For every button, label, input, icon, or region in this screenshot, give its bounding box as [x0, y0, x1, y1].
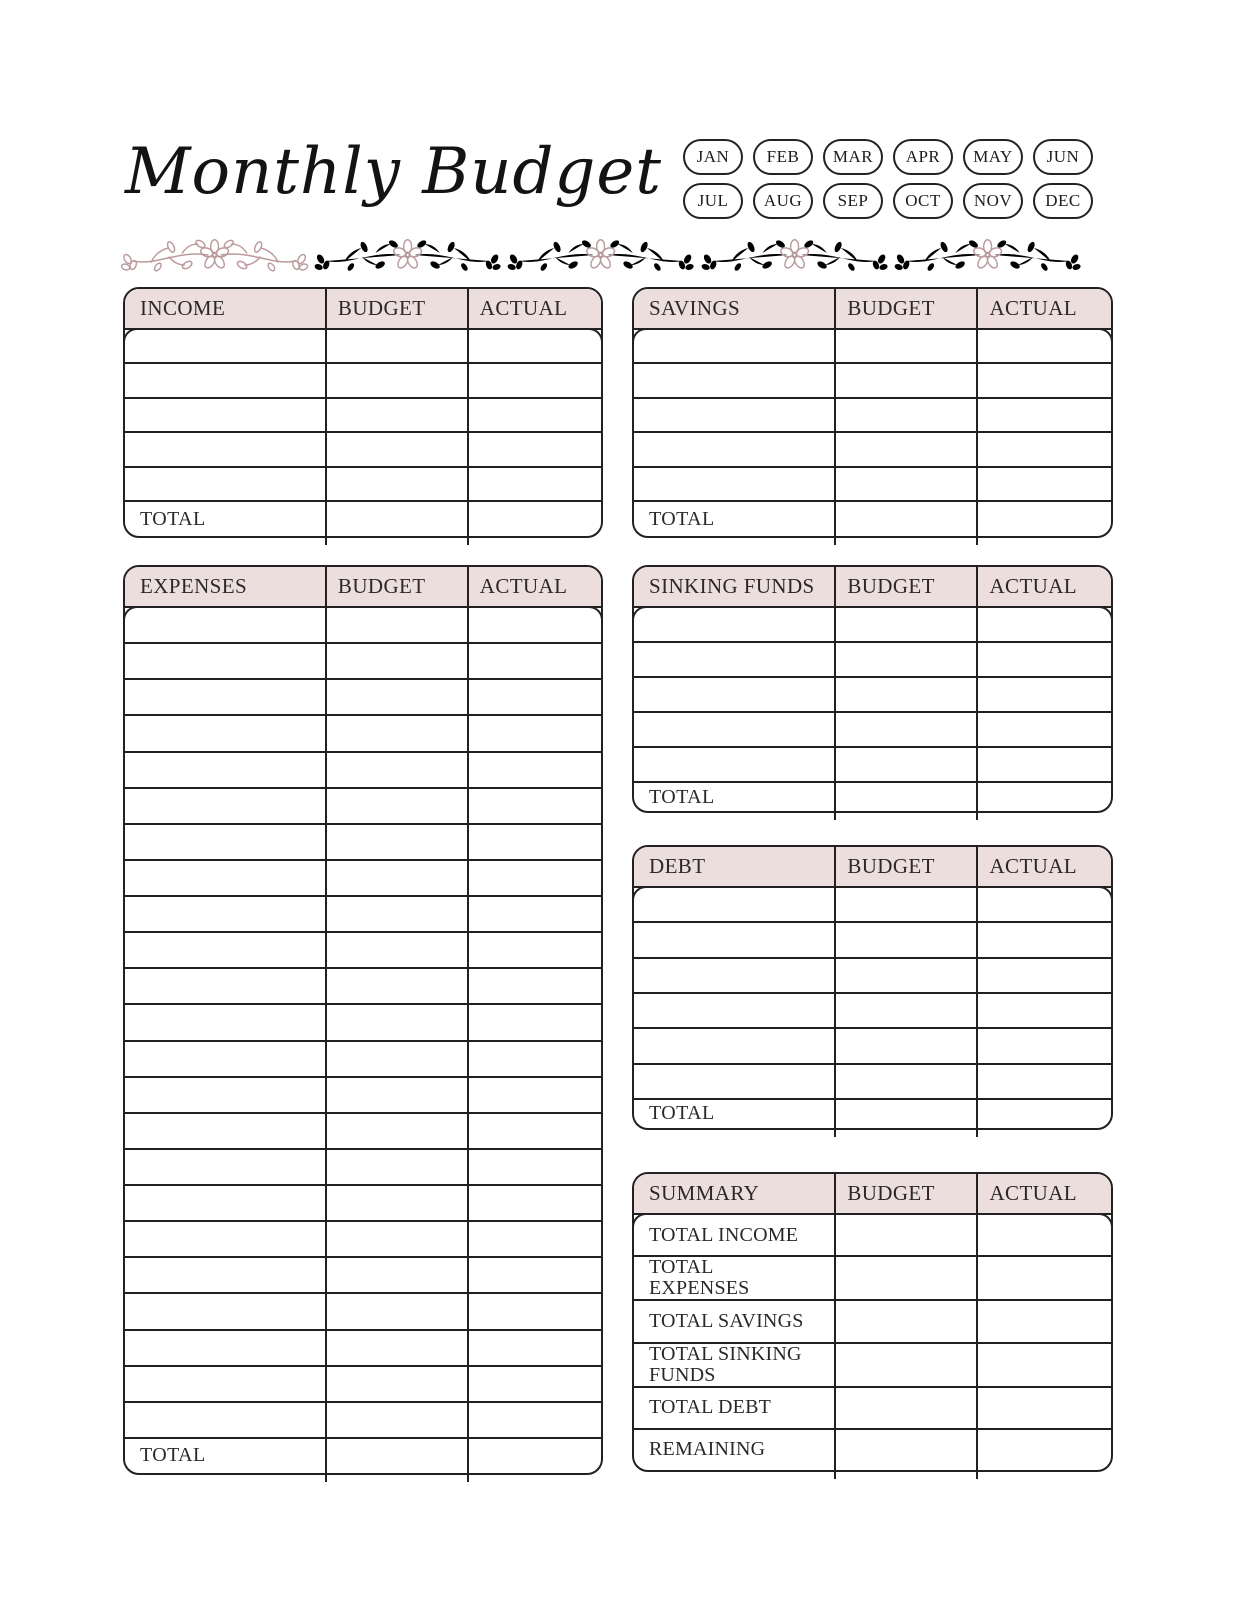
expenses-header-row: [125, 567, 601, 608]
month-pill-aug[interactable]: AUG: [753, 183, 813, 219]
actual-header: ACTUAL: [989, 296, 1078, 320]
empty-row: [125, 1403, 601, 1439]
floral-motif-icon: [120, 238, 309, 274]
empty-row: [125, 969, 601, 1005]
summary-header: SUMMARY: [649, 1181, 760, 1205]
empty-row: [634, 399, 1111, 433]
month-pill-may[interactable]: MAY: [963, 139, 1023, 175]
empty-row: [125, 644, 601, 680]
empty-row: [634, 888, 1111, 923]
summary-row-total-savings: [634, 1301, 1111, 1343]
empty-row: [634, 994, 1111, 1029]
summary-table: [632, 1172, 1113, 1472]
summary-row-label: REMAINING: [649, 1438, 766, 1461]
month-pill-oct[interactable]: OCT: [893, 183, 953, 219]
actual-header: ACTUAL: [989, 854, 1078, 878]
column-divider: [325, 565, 327, 1482]
empty-row: [125, 789, 601, 825]
empty-row: [125, 1258, 601, 1294]
empty-row: [125, 1078, 601, 1114]
empty-row: [634, 364, 1111, 398]
empty-row: [125, 1114, 601, 1150]
savings-total-row: TOTAL: [649, 507, 715, 530]
empty-row: [125, 330, 601, 364]
budget-header: BUDGET: [337, 296, 426, 320]
empty-row: [125, 364, 601, 398]
summary-row-label: TOTAL SINKING FUNDS: [649, 1342, 802, 1386]
summary-row-total-sinking-funds: [634, 1344, 1111, 1388]
month-row-2: [683, 183, 1103, 219]
budget-header: BUDGET: [847, 296, 935, 320]
summary-body: [634, 1215, 1111, 1470]
savings-header: SAVINGS: [649, 296, 741, 320]
empty-row: [125, 1222, 601, 1258]
left-column: [123, 287, 603, 1475]
column-divider: [325, 287, 327, 545]
empty-row: [125, 468, 601, 502]
month-pill-jan[interactable]: JAN: [683, 139, 743, 175]
empty-row: [125, 861, 601, 897]
debt-header-row: [634, 847, 1111, 888]
income-header-row: [125, 289, 601, 330]
empty-row: [125, 680, 601, 716]
column-divider: [976, 287, 978, 545]
income-table: [123, 287, 603, 538]
budget-header: BUDGET: [847, 574, 935, 598]
floral-motif-icon: [700, 238, 889, 274]
income-body: [125, 330, 601, 536]
floral-motif-icon: [893, 238, 1082, 274]
income-header: INCOME: [140, 296, 226, 320]
empty-row: [125, 608, 601, 644]
floral-motif-icon: [313, 238, 502, 274]
sinking-funds-header: SINKING FUNDS: [649, 574, 815, 598]
expenses-header: EXPENSES: [140, 574, 248, 598]
month-pill-dec[interactable]: DEC: [1033, 183, 1093, 219]
summary-row-total-income: [634, 1215, 1111, 1257]
summary-row-remaining: [634, 1430, 1111, 1470]
empty-row: [634, 643, 1111, 678]
sinking-funds-total-row: TOTAL: [649, 785, 715, 808]
summary-row-label: TOTAL DEBT: [649, 1396, 772, 1419]
month-pill-jul[interactable]: JUL: [683, 183, 743, 219]
summary-row-total-debt: [634, 1388, 1111, 1430]
empty-row: [634, 678, 1111, 713]
savings-body: [634, 330, 1111, 536]
empty-row: [634, 923, 1111, 958]
month-pill-mar[interactable]: MAR: [823, 139, 883, 175]
empty-row: [125, 1005, 601, 1041]
empty-row: [634, 468, 1111, 502]
empty-row: [634, 1029, 1111, 1064]
floral-divider: [120, 238, 1082, 274]
empty-row: [634, 330, 1111, 364]
month-pill-nov[interactable]: NOV: [963, 183, 1023, 219]
empty-row: [634, 1065, 1111, 1100]
column-divider: [834, 287, 836, 545]
month-pill-jun[interactable]: JUN: [1033, 139, 1093, 175]
savings-header-row: [634, 289, 1111, 330]
summary-row-label: TOTAL INCOME: [649, 1223, 799, 1246]
actual-header: ACTUAL: [479, 574, 568, 598]
column-divider: [976, 565, 978, 820]
expenses-total-row: TOTAL: [140, 1444, 206, 1467]
debt-header: DEBT: [649, 854, 706, 878]
month-pill-sep[interactable]: SEP: [823, 183, 883, 219]
month-pill-feb[interactable]: FEB: [753, 139, 813, 175]
summary-row-label: TOTAL EXPENSES: [649, 1256, 750, 1300]
empty-row: [125, 1150, 601, 1186]
budget-header: BUDGET: [847, 854, 935, 878]
empty-row: [125, 1186, 601, 1222]
empty-row: [125, 1042, 601, 1078]
empty-row: [634, 748, 1111, 783]
debt-total-row: TOTAL: [649, 1102, 715, 1125]
empty-row: [125, 716, 601, 752]
budget-header: BUDGET: [337, 574, 426, 598]
summary-row-total-expenses: [634, 1257, 1111, 1301]
expenses-table: [123, 565, 603, 1475]
floral-motif-icon: [506, 238, 695, 274]
empty-row: [125, 399, 601, 433]
summary-row-label: TOTAL SAVINGS: [649, 1309, 804, 1332]
budget-header: BUDGET: [847, 1181, 935, 1205]
actual-header: ACTUAL: [989, 574, 1078, 598]
empty-row: [125, 1331, 601, 1367]
empty-row: [125, 1367, 601, 1403]
empty-row: [634, 713, 1111, 748]
column-divider: [467, 287, 469, 545]
empty-row: [125, 1294, 601, 1330]
empty-row: [634, 959, 1111, 994]
right-column: [632, 287, 1113, 1472]
debt-table: [632, 845, 1113, 1130]
month-selector: [683, 139, 1103, 219]
column-divider: [467, 565, 469, 1482]
sinking-funds-header-row: [634, 567, 1111, 608]
column-divider: [834, 565, 836, 820]
savings-table: [632, 287, 1113, 538]
sinking-funds-body: [634, 608, 1111, 811]
column-divider: [976, 1172, 978, 1479]
income-total-row: TOTAL: [140, 507, 206, 530]
column-divider: [834, 1172, 836, 1479]
actual-header: ACTUAL: [479, 296, 568, 320]
month-row-1: [683, 139, 1103, 175]
month-pill-apr[interactable]: APR: [893, 139, 953, 175]
expenses-body: [125, 608, 601, 1473]
empty-row: [125, 433, 601, 467]
sinking-funds-table: [632, 565, 1113, 813]
column-divider: [976, 845, 978, 1137]
summary-header-row: [634, 1174, 1111, 1215]
empty-row: [634, 608, 1111, 643]
empty-row: [125, 753, 601, 789]
empty-row: [125, 933, 601, 969]
page-title: Monthly Budget: [125, 135, 662, 209]
actual-header: ACTUAL: [989, 1181, 1078, 1205]
column-divider: [834, 845, 836, 1137]
empty-row: [125, 897, 601, 933]
empty-row: [125, 825, 601, 861]
empty-row: [634, 433, 1111, 467]
debt-body: [634, 888, 1111, 1128]
